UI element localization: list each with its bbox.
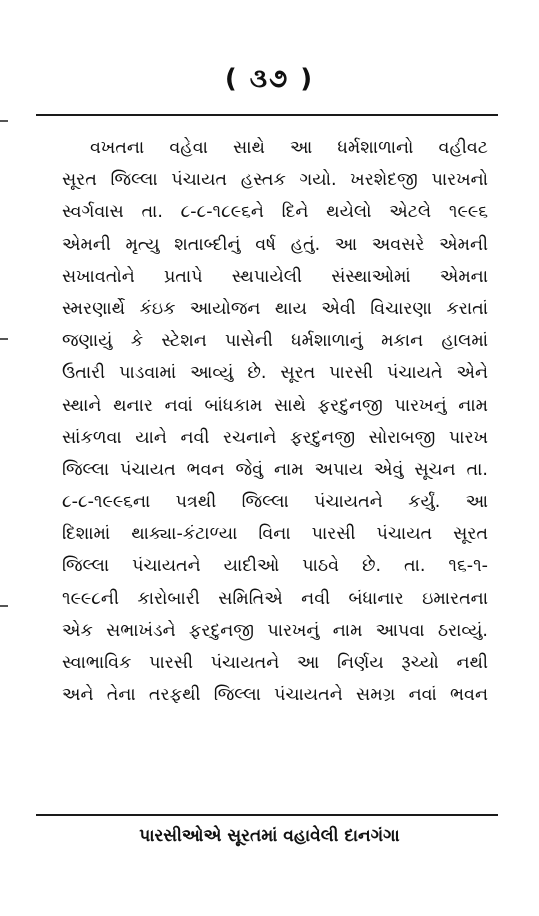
text-line: એક સભાખંડને ફરદુનજી પારખનું નામ આપવા ઠરાવ્યું. <box>62 620 488 641</box>
text-line: એમની મૃત્યુ શતાબ્દીનું વર્ષ હતું. આ અવસરે એમની <box>62 234 488 255</box>
bottom-divider <box>36 814 498 816</box>
text-line: ૮-૮-૧૯૯૬ના પત્રથી જિલ્લા પંચાયતને કર્યું. આ <box>62 492 488 513</box>
text-line: સૂરત જિલ્લા પંચાયત હસ્તક ગયો. ખરશેદજી પારખનો <box>62 170 488 191</box>
text-line: ઉતારી પાડવામાં આવ્યું છે. સૂરત પારસી પંચાયતે એને <box>62 363 488 384</box>
page-edge-mark <box>0 338 8 340</box>
top-divider <box>36 114 498 116</box>
text-line: સાંકળવા યાને નવી રચનાને ફરદુનજી સોરાબજી પારખ <box>62 427 488 448</box>
text-line: દિશામાં થાક્યા-કંટાળ્યા વિના પારસી પંચાયત સૂરત <box>62 524 488 545</box>
text-line: જણાયું કે સ્ટેશન પાસેની ધર્મશાળાનું મકાન હાલમાં <box>62 331 488 352</box>
text-line: ૧૯૯૮ની કારોબારી સમિતિએ નવી બંધાનાર ઇમારતના <box>62 588 488 609</box>
text-line: સ્વર્ગવાસ તા. ૮-૮-૧૮૯૬ને દિને થયેલો એટલે ૧૯૯૬ <box>62 202 488 223</box>
text-line: જિલ્લા પંચાયતને યાદીઓ પાઠવે છે. તા. ૧૬-૧- <box>62 556 488 577</box>
page-number: ( ૩૭ ) <box>224 64 315 94</box>
page-edge-mark <box>0 120 8 122</box>
text-line: જિલ્લા પંચાયત ભવન જેવું નામ અપાય એવું સૂચન તા. <box>62 459 488 480</box>
running-footer-title: પારસીઓએ સૂરતમાં વહાવેલી દાનગંગા <box>139 826 400 846</box>
body-paragraph <box>62 132 488 711</box>
page-edge-mark <box>0 605 8 607</box>
text-line: સ્મરણાર્થે કંઇક આયોજન થાય એવી વિચારણા કરાતાં <box>62 298 488 319</box>
text-line: સ્વાભાવિક પારસી પંચાયતને આ નિર્ણય રૂચ્યો નથી <box>62 653 488 673</box>
text-line: વખતના વહેવા સાથે આ ધર્મશાળાનો વહીવટ <box>90 138 488 158</box>
text-line: સખાવતોને પ્રતાપે સ્થપાયેલી સંસ્થાઓમાં એમના <box>62 266 488 287</box>
text-line: અને તેના તરફથી જિલ્લા પંચાયતને સમગ્ર નવાં ભવન <box>62 685 488 706</box>
text-line: સ્થાને થનાર નવાં બાંધકામ સાથે ફરદુનજી પારખનું નામ <box>62 395 488 416</box>
